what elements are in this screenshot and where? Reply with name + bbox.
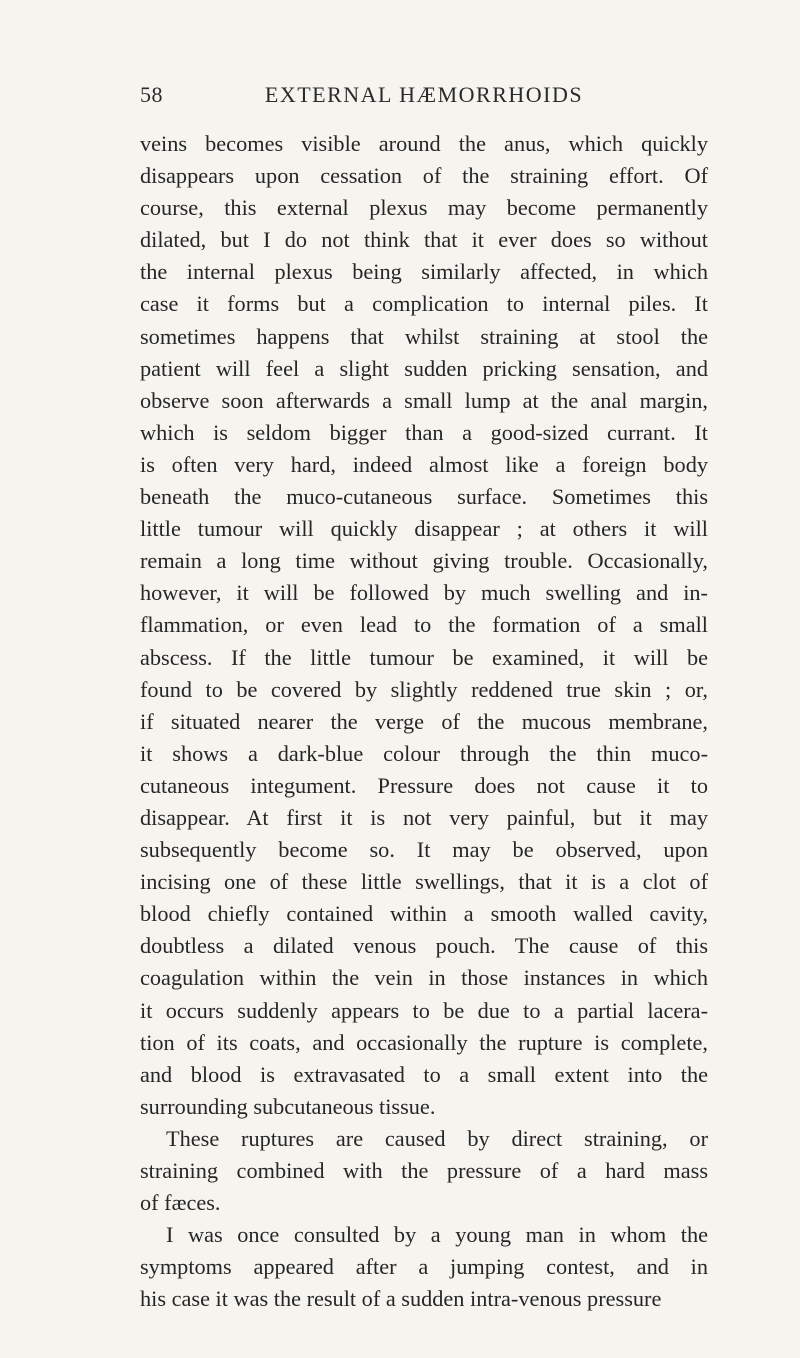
- text-line: flammation, or even lead to the formation of a small: [140, 612, 708, 638]
- text-line: coagulation within the vein in those instances in which: [140, 965, 708, 991]
- text-line: disappear. At first it is not very painful, but it may: [140, 804, 708, 830]
- paragraph: [140, 1219, 708, 1315]
- text-line: tion of its coats, and occasionally the rupture is complete,: [140, 1029, 708, 1055]
- text-line: surrounding subcutaneous tissue.: [140, 1093, 436, 1119]
- text-line: blood chiefly contained within a smooth walled cavity,: [140, 901, 708, 927]
- text-line: patient will feel a slight sudden pricking sensation, and: [140, 355, 708, 381]
- text-line: doubtless a dilated venous pouch. The cause of this: [140, 933, 708, 959]
- text-line: cutaneous integument. Pressure does not cause it to: [140, 772, 708, 798]
- text-line: little tumour will quickly disappear ; at others it will: [140, 516, 708, 542]
- body-text: [140, 128, 708, 1315]
- text-line: it shows a dark-blue colour through the thin muco-: [140, 740, 708, 766]
- text-line: disappears upon cessation of the straining effort. Of: [140, 163, 708, 189]
- text-line: straining combined with the pressure of a hard mass: [140, 1158, 708, 1183]
- text-line: however, it will be followed by much swelling and in-: [140, 580, 708, 606]
- text-line: These ruptures are caused by direct straining, or: [166, 1125, 708, 1151]
- text-line: and blood is extravasated to a small extent into the: [140, 1061, 708, 1087]
- text-line: found to be covered by slightly reddened true skin ; or,: [140, 676, 708, 702]
- page-number: 58: [140, 82, 163, 107]
- text-line: case it forms but a complication to internal piles. It: [140, 291, 708, 317]
- text-line: abscess. If the little tumour be examined, it will be: [140, 644, 708, 670]
- text-line: symptoms appeared after a jumping contest, and in: [140, 1254, 708, 1280]
- text-line: is often very hard, indeed almost like a foreign body: [140, 451, 708, 477]
- text-line: beneath the muco-cutaneous surface. Sometimes this: [140, 484, 708, 510]
- text-line: course, this external plexus may become permanently: [140, 195, 708, 221]
- text-line: sometimes happens that whilst straining at stool the: [140, 323, 708, 349]
- text-line: dilated, but I do not think that it ever does so without: [140, 227, 708, 253]
- paragraph: [140, 128, 708, 1123]
- paragraph: [140, 1123, 708, 1219]
- text-line: if situated nearer the verge of the mucous membrane,: [140, 708, 708, 734]
- text-line: incising one of these little swellings, that it is a clot of: [140, 869, 708, 895]
- text-line: of fæces.: [140, 1190, 221, 1216]
- text-line: remain a long time without giving trouble. Occasionally,: [140, 548, 708, 574]
- running-title: EXTERNAL HÆMORRHOIDS: [264, 82, 584, 107]
- text-line: veins becomes visible around the anus, which quickly: [140, 131, 708, 156]
- text-line: subsequently become so. It may be observed, upon: [140, 837, 708, 863]
- text-line: it occurs suddenly appears to be due to a partial lacera-: [140, 997, 708, 1023]
- text-line: his case it was the result of a sudden intra-venous pressure: [140, 1286, 662, 1312]
- text-line: which is seldom bigger than a good-sized currant. It: [140, 419, 708, 445]
- running-head: [140, 82, 708, 116]
- text-line: I was once consulted by a young man in whom the: [166, 1222, 708, 1248]
- text-line: the internal plexus being similarly affected, in which: [140, 259, 708, 285]
- text-line: observe soon afterwards a small lump at the anal margin,: [140, 387, 708, 413]
